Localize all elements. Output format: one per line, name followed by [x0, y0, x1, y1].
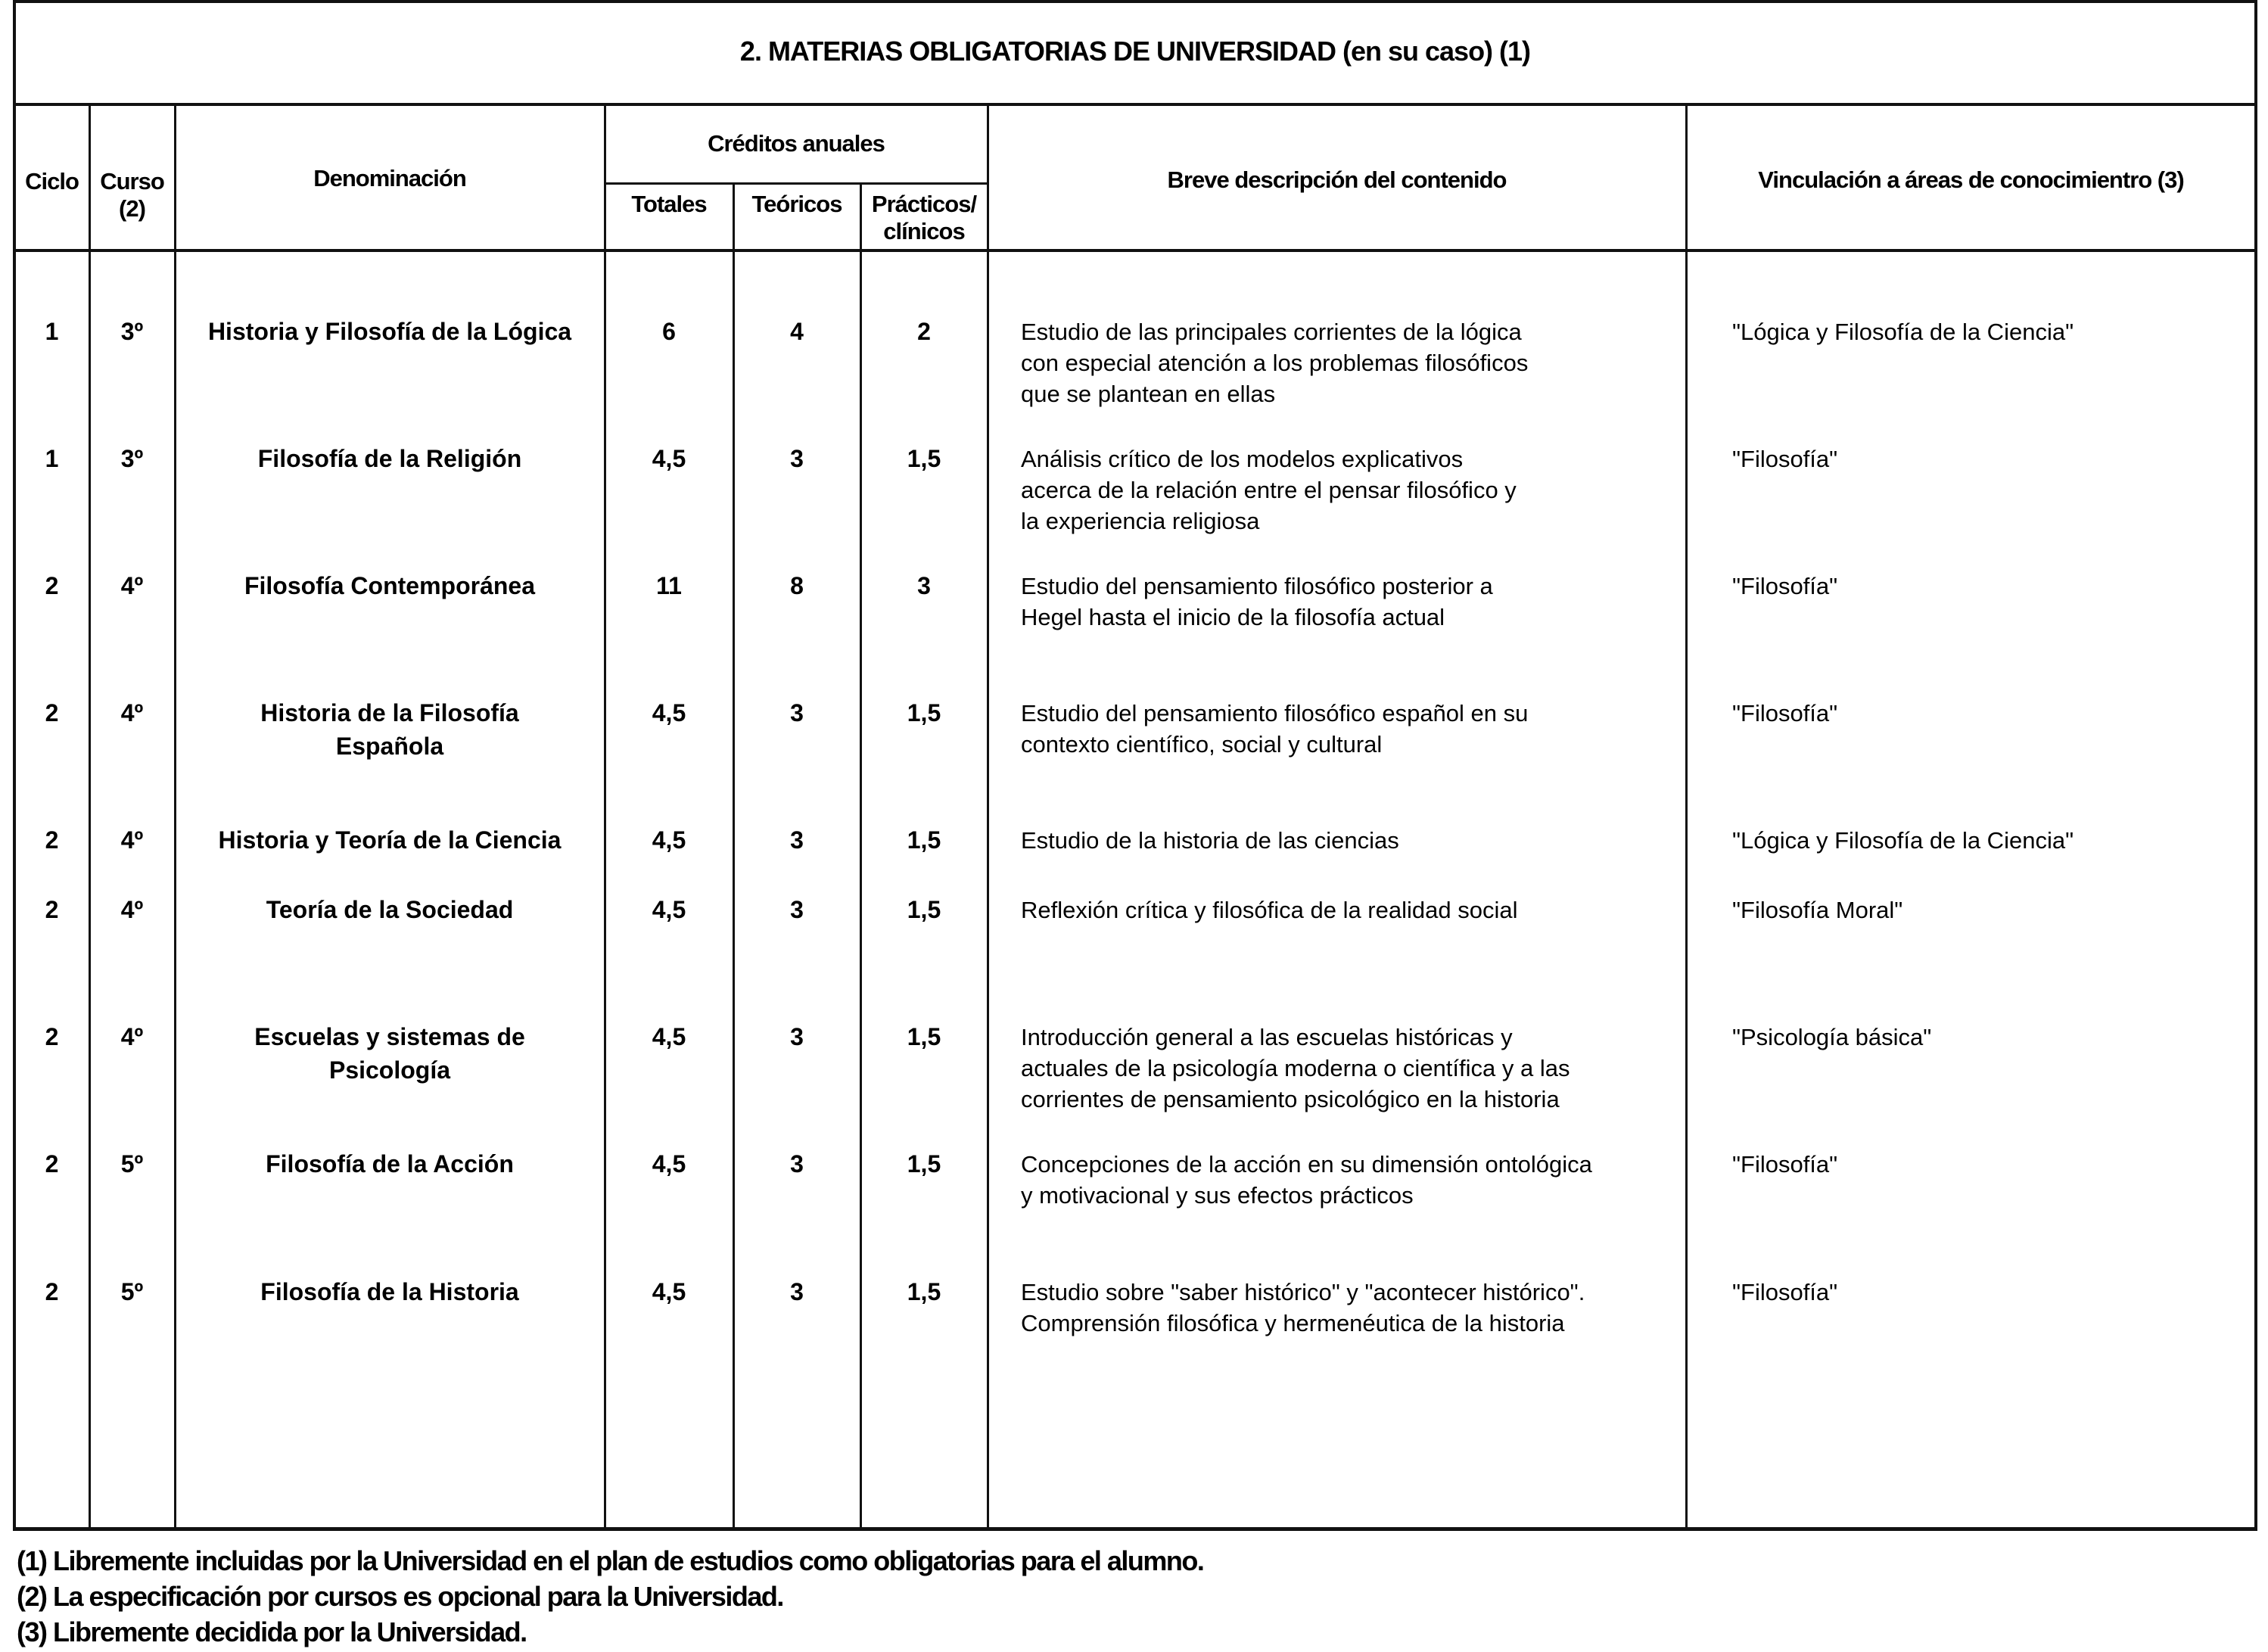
row-denominacion: Historia de la Filosofía Española: [260, 699, 519, 760]
table-title: 2. MATERIAS OBLIGATORIAS DE UNIVERSIDAD (en su caso) (1): [739, 36, 1531, 67]
row-vinculacion: "Psicología básica": [1732, 1024, 1932, 1050]
row-totales: 4,5: [652, 445, 686, 472]
row-practicos: 1,5: [907, 1023, 941, 1050]
row-curso: 5º: [120, 1150, 144, 1178]
row-totales: 4,5: [652, 1150, 686, 1178]
row-ciclo: 2: [45, 1278, 59, 1305]
row-curso: 3º: [120, 318, 144, 345]
border-right: [2254, 0, 2257, 1530]
row-descripcion: Análisis crítico de los modelos explicativos acerca de la relación entre el pensar filosófico y la experiencia religiosa: [1021, 446, 1517, 534]
header-descripcion: Breve descripción del contenido: [1167, 166, 1507, 193]
border-bottom: [13, 1527, 2257, 1531]
header-creditos: Créditos anuales: [708, 130, 885, 157]
border-top: [14, 0, 2256, 3]
row-practicos: 1,5: [907, 896, 941, 923]
row-totales: 4,5: [652, 699, 686, 726]
row-teoricos: 8: [790, 572, 804, 599]
header-divider: [13, 249, 2257, 252]
header-ciclo: Ciclo: [25, 168, 79, 194]
title-divider: [13, 103, 2257, 106]
header-totales: Totales: [631, 191, 707, 217]
row-descripcion: Estudio del pensamiento filosófico español en su contexto científico, social y cultural: [1021, 700, 1529, 758]
row-vinculacion: "Filosofía": [1732, 1279, 1838, 1305]
footnote-1: (1) Libremente incluidas por la Universidad en el plan de estudios como obligatorias para el alumno.: [17, 1545, 1204, 1576]
header-vinculacion: Vinculación a áreas de conocimientro (3): [1758, 166, 2184, 193]
header-practicos: Prácticos/ clínicos: [871, 191, 977, 244]
row-totales: 4,5: [652, 1278, 686, 1305]
row-practicos: 3: [917, 572, 931, 599]
row-vinculacion: "Filosofía": [1732, 573, 1838, 599]
credits-divider: [605, 182, 989, 185]
row-teoricos: 3: [790, 896, 804, 923]
row-denominacion: Historia y Teoría de la Ciencia: [218, 826, 562, 854]
row-denominacion: Filosofía Contemporánea: [244, 572, 536, 599]
row-teoricos: 3: [790, 1278, 804, 1305]
row-practicos: 1,5: [907, 699, 941, 726]
row-totales: 4,5: [652, 896, 686, 923]
header-denominacion: Denominación: [313, 165, 466, 191]
row-denominacion: Filosofía de la Historia: [260, 1278, 519, 1305]
row-ciclo: 1: [45, 318, 59, 345]
header-curso: Curso (2): [100, 168, 164, 222]
row-vinculacion: "Filosofía": [1732, 446, 1838, 472]
row-vinculacion: "Lógica y Filosofía de la Ciencia": [1732, 319, 2074, 345]
row-teoricos: 3: [790, 445, 804, 472]
row-ciclo: 2: [45, 826, 59, 854]
row-practicos: 1,5: [907, 826, 941, 854]
row-descripcion: Estudio de las principales corrientes de la lógica con especial atención a los problemas filosóficos que se plantean en ellas: [1021, 319, 1529, 407]
row-curso: 4º: [120, 572, 144, 599]
row-practicos: 1,5: [907, 445, 941, 472]
col-line: [1685, 104, 1688, 1529]
row-teoricos: 3: [790, 1023, 804, 1050]
row-descripcion: Estudio de la historia de las ciencias: [1021, 827, 1399, 854]
row-totales: 4,5: [652, 826, 686, 854]
row-vinculacion: "Lógica y Filosofía de la Ciencia": [1732, 827, 2074, 854]
row-curso: 4º: [120, 1023, 144, 1050]
row-ciclo: 2: [45, 896, 59, 923]
row-denominacion: Filosofía de la Religión: [257, 445, 522, 472]
row-denominacion: Escuelas y sistemas de Psicología: [254, 1023, 525, 1084]
row-descripcion: Estudio sobre "saber histórico" y "acontecer histórico". Comprensión filosófica y hermenéutica de la historia: [1021, 1279, 1585, 1336]
row-denominacion: Filosofía de la Acción: [266, 1150, 514, 1178]
row-curso: 4º: [120, 699, 144, 726]
row-practicos: 1,5: [907, 1150, 941, 1178]
row-denominacion: Teoría de la Sociedad: [266, 896, 514, 923]
footnote-3: (3) Libremente decidida por la Universidad.: [17, 1616, 527, 1647]
row-curso: 3º: [120, 445, 144, 472]
row-ciclo: 2: [45, 699, 59, 726]
footnote-2: (2) La especificación por cursos es opcional para la Universidad.: [17, 1581, 783, 1612]
row-curso: 5º: [120, 1278, 144, 1305]
row-practicos: 1,5: [907, 1278, 941, 1305]
header-teoricos: Teóricos: [751, 191, 842, 217]
row-teoricos: 3: [790, 826, 804, 854]
row-ciclo: 1: [45, 445, 59, 472]
row-totales: 4,5: [652, 1023, 686, 1050]
row-descripcion: Reflexión crítica y filosófica de la realidad social: [1021, 897, 1518, 923]
row-curso: 4º: [120, 826, 144, 854]
row-ciclo: 2: [45, 572, 59, 599]
row-teoricos: 4: [790, 318, 804, 345]
row-totales: 6: [662, 318, 676, 345]
row-ciclo: 2: [45, 1150, 59, 1178]
row-curso: 4º: [120, 896, 144, 923]
row-totales: 11: [656, 572, 682, 599]
row-practicos: 2: [917, 318, 931, 345]
row-vinculacion: "Filosofía": [1732, 700, 1838, 726]
row-ciclo: 2: [45, 1023, 59, 1050]
row-descripcion: Introducción general a las escuelas históricas y actuales de la psicología moderna o científica y a las corrientes de pensamiento psicológico en la historia: [1021, 1024, 1570, 1112]
row-teoricos: 3: [790, 1150, 804, 1178]
row-vinculacion: "Filosofía": [1732, 1151, 1838, 1178]
row-descripcion: Estudio del pensamiento filosófico posterior a Hegel hasta el inicio de la filosofía actual: [1021, 573, 1493, 630]
row-descripcion: Concepciones de la acción en su dimensión ontológica y motivacional y sus efectos prácticos: [1021, 1151, 1592, 1209]
row-vinculacion: "Filosofía Moral": [1732, 897, 1903, 923]
row-denominacion: Historia y Filosofía de la Lógica: [207, 318, 572, 345]
row-teoricos: 3: [790, 699, 804, 726]
